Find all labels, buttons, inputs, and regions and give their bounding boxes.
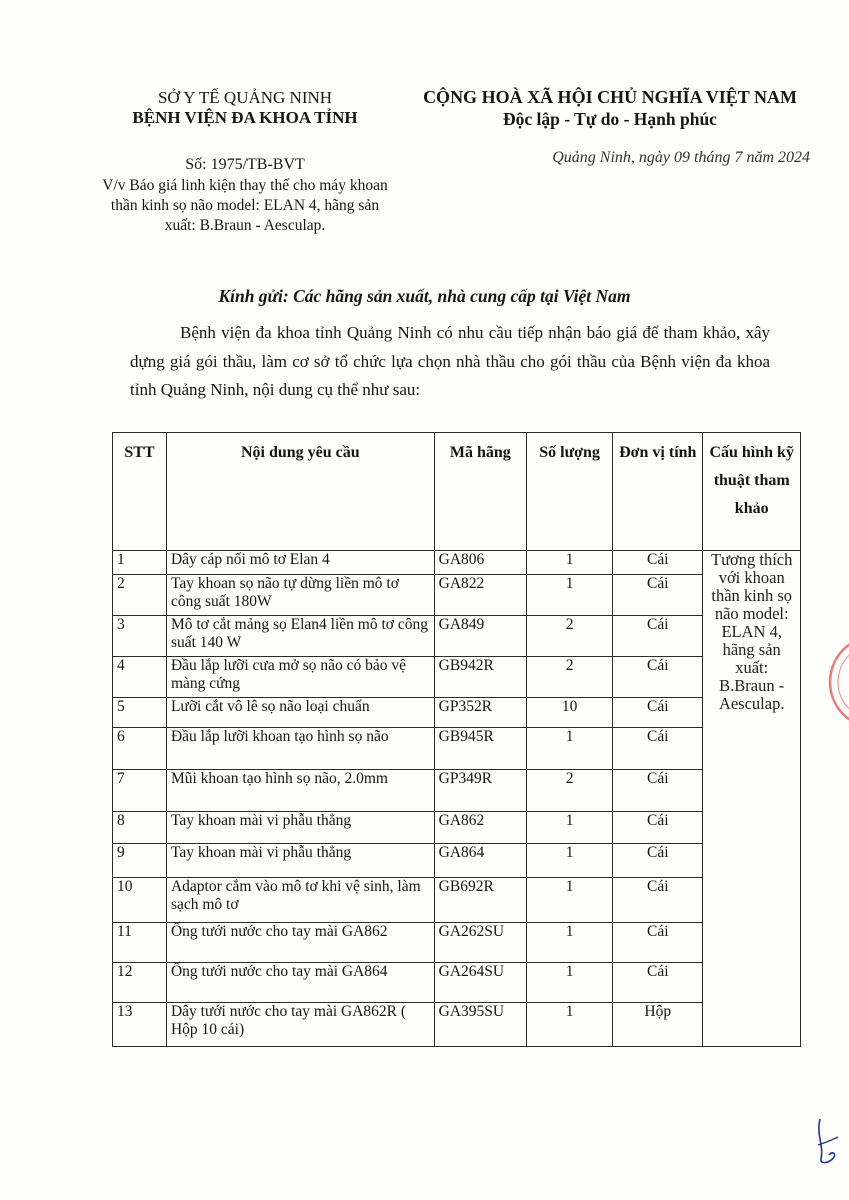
row-quantity: 2 (527, 657, 613, 698)
row-code: GP352R (434, 698, 526, 728)
row-stt: 5 (113, 698, 167, 728)
row-quantity: 1 (527, 878, 613, 923)
row-content: Tay khoan mài vi phẫu thẳng (166, 844, 434, 878)
row-content: Mũi khoan tạo hình sọ não, 2.0mm (166, 770, 434, 812)
national-motto: Độc lập - Tự do - Hạnh phúc (503, 109, 717, 129)
row-unit: Cái (613, 770, 703, 812)
row-content: Ống tưới nước cho tay mài GA864 (166, 963, 434, 1003)
header-content: Nội dung yêu cầu (166, 433, 434, 551)
row-quantity: 1 (527, 812, 613, 844)
config-cell: Tương thích với khoan thần kinh sọ não model: ELAN 4, hãng sản xuất: B.Braun - Aesculap. (703, 551, 801, 1047)
table-row (113, 616, 801, 657)
hospital-name: BỆNH VIỆN ĐA KHOA TỈNH (132, 108, 358, 127)
row-content: Tay khoan mài vi phẫu thẳng (166, 812, 434, 844)
row-unit: Cái (613, 923, 703, 963)
table-row (113, 812, 801, 844)
handwritten-signature (812, 1115, 842, 1175)
row-stt: 12 (113, 963, 167, 1003)
red-stamp (818, 632, 849, 732)
table-row (113, 1003, 801, 1047)
table-body (113, 551, 801, 1047)
header-unit: Đơn vị tính (613, 433, 703, 551)
header-config: Cấu hình kỹ thuật tham khảo (703, 433, 801, 551)
issuer-block (100, 88, 390, 128)
row-stt: 10 (113, 878, 167, 923)
row-code: GB945R (434, 728, 526, 770)
row-unit: Cái (613, 575, 703, 616)
row-quantity: 1 (527, 575, 613, 616)
row-stt: 3 (113, 616, 167, 657)
body-text: Bệnh viện đa khoa tỉnh Quảng Ninh có nhu cầu tiếp nhận báo giá để tham khảo, xây dựng giá gói thầu, làm cơ sở tổ chức lựa chọn nhà thầu cho gói thầu của Bệnh viện đa khoa tỉnh Quảng Ninh, nội dung cụ thể như sau: (130, 323, 770, 399)
row-stt: 9 (113, 844, 167, 878)
table-row (113, 698, 801, 728)
ministry-name: SỞ Y TẾ QUẢNG NINH (157, 88, 333, 107)
row-stt: 13 (113, 1003, 167, 1047)
row-code: GA864 (434, 844, 526, 878)
row-code: GA395SU (434, 1003, 526, 1047)
row-unit: Cái (613, 698, 703, 728)
row-quantity: 2 (527, 616, 613, 657)
document-number: Số: 1975/TB-BVT (185, 156, 305, 173)
row-stt: 7 (113, 770, 167, 812)
row-code: GA264SU (434, 963, 526, 1003)
row-unit: Cái (613, 963, 703, 1003)
greeting: Kính gửi: Các hãng sản xuất, nhà cung cấp tại Việt Nam (218, 286, 631, 306)
row-unit: Hộp (613, 1003, 703, 1047)
row-stt: 8 (113, 812, 167, 844)
national-heading (400, 86, 820, 130)
table-row (113, 551, 801, 575)
row-code: GA849 (434, 616, 526, 657)
row-unit: Cái (613, 551, 703, 575)
row-code: GA262SU (434, 923, 526, 963)
body-paragraph (130, 319, 770, 405)
row-code: GA822 (434, 575, 526, 616)
table-row (113, 963, 801, 1003)
table-row (113, 657, 801, 698)
table-row (113, 728, 801, 770)
row-content: Tay khoan sọ não tự dừng liền mô tơ công suất 180W (166, 575, 434, 616)
table-row (113, 878, 801, 923)
header-stt: STT (113, 433, 167, 551)
row-quantity: 1 (527, 728, 613, 770)
document-subject: V/v Báo giá linh kiện thay thế cho máy khoan thần kinh sọ não model: ELAN 4, hãng sản xuất: B.Braun - Aesculap. (102, 177, 388, 234)
row-quantity: 1 (527, 844, 613, 878)
table-row (113, 575, 801, 616)
row-quantity: 2 (527, 770, 613, 812)
header-quantity: Số lượng (527, 433, 613, 551)
row-unit: Cái (613, 844, 703, 878)
row-content: Adaptor cắm vào mô tơ khi vệ sinh, làm sạch mô tơ (166, 878, 434, 923)
header-code: Mã hãng (434, 433, 526, 551)
row-unit: Cái (613, 812, 703, 844)
row-content: Đầu lắp lưỡi cưa mở sọ não có bảo vệ màng cứng (166, 657, 434, 698)
row-quantity: 1 (527, 963, 613, 1003)
row-unit: Cái (613, 878, 703, 923)
row-content: Đầu lắp lưỡi khoan tạo hình sọ não (166, 728, 434, 770)
row-unit: Cái (613, 657, 703, 698)
row-code: GA806 (434, 551, 526, 575)
row-quantity: 1 (527, 551, 613, 575)
row-content: Ống tưới nước cho tay mài GA862 (166, 923, 434, 963)
requirements-table (112, 432, 801, 1047)
table-row (113, 770, 801, 812)
row-stt: 2 (113, 575, 167, 616)
row-stt: 11 (113, 923, 167, 963)
row-content: Dây tưới nước cho tay mài GA862R ( Hộp 10 cái) (166, 1003, 434, 1047)
place-and-date: Quảng Ninh, ngày 09 tháng 7 năm 2024 (552, 149, 810, 166)
row-stt: 4 (113, 657, 167, 698)
row-code: GB942R (434, 657, 526, 698)
table-header-row (113, 433, 801, 551)
row-code: GB692R (434, 878, 526, 923)
row-unit: Cái (613, 728, 703, 770)
table-row (113, 923, 801, 963)
row-stt: 1 (113, 551, 167, 575)
row-quantity: 10 (527, 698, 613, 728)
row-stt: 6 (113, 728, 167, 770)
table-row (113, 844, 801, 878)
row-code: GA862 (434, 812, 526, 844)
row-quantity: 1 (527, 1003, 613, 1047)
row-code: GP349R (434, 770, 526, 812)
row-content: Mô tơ cắt mảng sọ Elan4 liền mô tơ công suất 140 W (166, 616, 434, 657)
row-content: Dây cáp nối mô tơ Elan 4 (166, 551, 434, 575)
row-unit: Cái (613, 616, 703, 657)
row-content: Lưỡi cắt vô lê sọ não loại chuẩn (166, 698, 434, 728)
country-name: CỘNG HOÀ XÃ HỘI CHỦ NGHĨA VIỆT NAM (423, 87, 797, 107)
row-quantity: 1 (527, 923, 613, 963)
